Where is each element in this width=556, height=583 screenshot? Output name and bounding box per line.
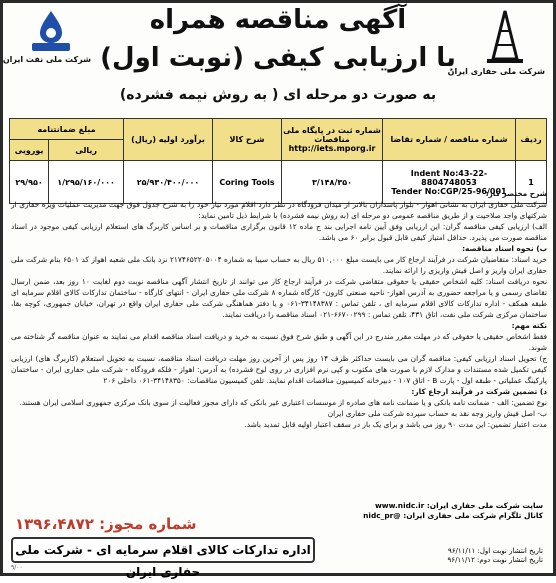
cell-setad: ۳/۱۴۸/۳۵۰ [282, 161, 383, 204]
body-paragraph: ج) تحویل اسناد ارزیابی کیفی: مناقصه گران می بایست حداکثر ظرف ۱۴ روز پس از آخرین روز مهلت دریافت اسناد مناقصه، نسبت به تحویل استعلام (کاربرگ های) ارزیابی کیفی تکمیل شده مستندات و مدارک لازم با صورت های مکتوب و کپی نرم افزاری در روی لوح فشرده) به آدرس: اهواز - فلکه فرودگاه - شرکت ملی حفاری ایران - ساختمان پارکینگ عملیاتی - طبقه اول - پارت B - اتاق ۱۰۷ - دبیرخانه کمیسیون مناقصات اقدام نمایند. تلفن کمیسیون مناقصات: ۳۴۱۴۸۳۵۰-۰۶۱ داخلی ۲۰۶ [11, 354, 547, 385]
body-paragraph: شرکت ملی حفاری ایران به نشانی اهواز - بلوار پاسداران بالاتر از میدان فرودگاه در نظر دارد اقلام مورد نیاز خود را به شرح جدول فوق جهت مدیریت عملیات ویژه حفاری از شرکتهای واجد صلاحیت و از طریق مناقصه عمومی دو مرحله ای (به روش نیمه فشرده) با شرایط ذیل تامین نماید: [11, 200, 547, 220]
table-header-row [10, 119, 547, 140]
cell-euro: ۲۹/۹۵۰ [10, 161, 49, 204]
col-goods: شرح کالا [213, 119, 282, 161]
col-setad [282, 119, 383, 161]
body-paragraph: نوع تضمین: الف - ضمانت نامه بانکی و یا ضمانت نامه های صادره از موسسات اعتباری غیر بانکی که دارای مجوز فعالیت از سوی بانک مرکزی جمهوری اسلامی ایران هستند. [19, 398, 547, 407]
website-label: سایت شرکت ملی حفاری ایران: [426, 501, 543, 510]
col-setad-url: http://iets.mporg.ir [288, 144, 376, 153]
col-setad-label: شماره ثبت در پایگاه ملی مناقصات [283, 126, 381, 144]
notice-body [11, 188, 547, 430]
body-paragraph: ب- اصل فیش واریز وجه نقد به حساب سپرده شرکت ملی حفاری ایران [327, 409, 547, 418]
channel-link[interactable]: @nidc_pr [363, 511, 401, 520]
notice-title: آگهی مناقصه همراه [149, 5, 407, 35]
contact-block [363, 501, 543, 521]
notice-subtitle: با ارزیابی کیفی (نوبت اول) [100, 43, 456, 73]
channel-label: کانال تلگرام شرکت ملی حفاری ایران: [403, 511, 543, 520]
body-paragraph: الف) ارزیابی کیفی مناقصه گران: این ارزیابی وفق آیین نامه اجرایی بند ج ماده ۱۲ قانون برگزاری مناقصات و بر اساس کاربرگ های استعلام ارزیابی کیفی موجود در اسناد مناقصه صورت می پذیرد. حداقل امتیاز کیفی قابل قبول برابر ۶۰ می باشد. [11, 222, 547, 242]
col-guarantee-rial: ریالی [49, 140, 124, 161]
footer-banner: اداره تدارکات کالای اقلام سرمایه ای - شرکت ملی حفاری ایران [11, 537, 315, 563]
nidc-logo [447, 9, 545, 76]
permit-number: شماره مجوز: ۱۳۹۶،۴۸۷۲ [15, 515, 197, 533]
cell-estimate: ۲۵/۹۳۰/۴۰۰/۰۰۰ [124, 161, 213, 204]
body-heading: نکته مهم: [511, 321, 547, 330]
website-link[interactable]: www.nidc.ir [374, 501, 425, 510]
stamp-code: ۹/۰۰ [11, 564, 23, 571]
col-row: ردیف [516, 119, 547, 161]
publish-date-first: تاریخ انتشار نوبت اول: ۹۶/۱۱/۱۱ [447, 547, 543, 555]
cell-index: 1 [516, 161, 547, 204]
cell-goods: Coring Tools [213, 161, 282, 204]
body-paragraph: فقط اشخاص حقیقی یا حقوقی که در مهلت مقرر مندرج در این آگهی و طبق شرح فوق نسبت به خرید و دریافت اسناد مناقصه اقدام می نمایند به عنوان مناقصه گر شناخته می شوند. [11, 332, 547, 352]
col-guarantee: مبلغ ضمانتنامه [10, 119, 124, 140]
cell-tender-no: Tender No:CGP/25-96/001 [391, 186, 507, 196]
col-guarantee-euro: یورویی [10, 140, 49, 161]
nioc-logo [2, 9, 91, 64]
notice-method: به صورت دو مرحله ای ( به روش نیمه فشرده) [119, 87, 437, 103]
channel-line [363, 511, 543, 521]
publish-dates [448, 547, 543, 565]
body-heading: شرح مختصر کار: [485, 189, 547, 198]
body-heading: ب) نحوه اسناد مناقصه: [462, 244, 547, 253]
body-heading: د) تضمین شرکت در فرآیند ارجاع کار: [411, 387, 547, 396]
website-line [363, 501, 543, 511]
col-tender: شماره مناقصه / شماره تقاضا [383, 119, 516, 161]
nidc-caption: شرکت ملی حفاری ایران [447, 67, 545, 76]
col-estimate: برآورد اولیه (ریال) [124, 119, 213, 161]
body-paragraph: مدت اعتبار تضمین: این مدت ۹۰ روز می باشد و برای یک بار در سقف اعتبار اولیه قابل تمدید باشد. [244, 420, 547, 429]
cell-rial: ۱/۲۹۵/۱۶۰/۰۰۰ [49, 161, 124, 204]
drilling-rig-icon [483, 9, 527, 65]
body-paragraph: خرید اسناد: متقاضیان شرکت در فرآیند ارجاع کار می بایست مبلغ ۵۱۰,۰۰۰ ریال به حساب سیبا به شماره ۲۱۷۴۶۵۲۲۰۵۰۰۴ نزد بانک ملی شعبه اهواز کد ۶۵۰۱ بنام شرکت ملی حفاری ایران واریز و اصل فیش واریزی را ارائه نمایند. [11, 255, 547, 275]
nioc-emblem-icon [26, 9, 76, 53]
publish-date-second: تاریخ انتشار نوبت دوم: ۹۶/۱۱/۱۲ [447, 556, 543, 564]
nioc-caption: شرکت ملی نفت ایران [2, 55, 91, 64]
body-paragraph: نحوه دریافت اسناد: کلیه اشخاص حقیقی یا حقوقی متقاضی شرکت در فرآیند ارجاع کار می توانند از تاریخ انتشار آگهی مناقصه نوبت دوم لغایت ۱۰ روز بعد، ضمن ارسال تقاضای رسمی و یا مراجعه حضوری به آدرس اهواز- ناحیه صنعتی کارون- کارگاه شماره ۸ شرکت ملی حفاری ایران - انتهای کارگاه - ساختمان تدارکات کالای اقلام سرمایه ای طبقه همکف - اداره تدارکات کالای اقلام سرمایه ای ، تلفن تماس : ۳۴۱۴۸۳۸۷-۰۶۱ و یا دفتر هماهنگی شرکت ملی حفاری ایران واقع در تهران، خیابان جمهوری، کوچه بقا، ساختمان مرکزی شرکت ملی نفت، اتاق ۴۳۱، تلفن تماس : ۶۶۷۰۰۲۹۹-۰۲۱ اسناد مناقصه را دریافت نمایند. [11, 277, 548, 319]
cell-indent: Indent No:43-22-8804748053 [410, 168, 488, 187]
